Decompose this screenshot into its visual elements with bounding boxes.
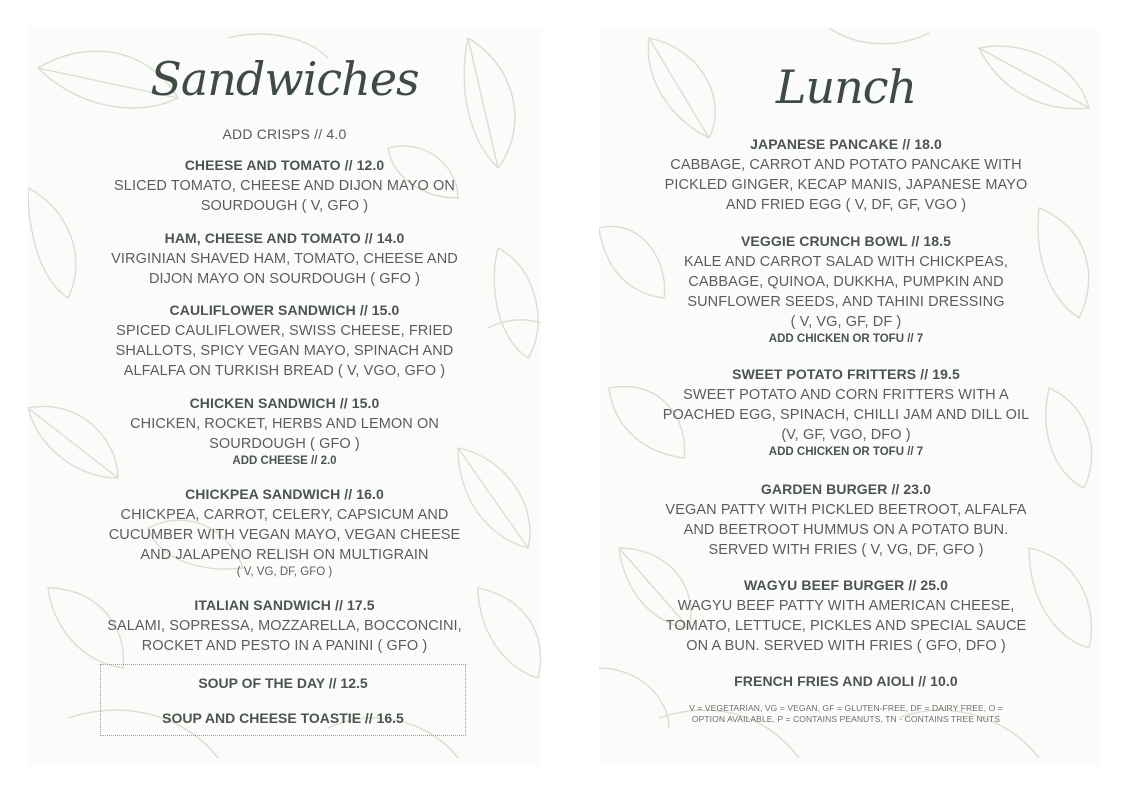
item-description-line: (V, GF, VGO, DFO ) <box>781 427 911 443</box>
menu-item <box>28 395 541 467</box>
item-title: GARDEN BURGER // 23.0 <box>760 481 932 497</box>
item-title: SWEET POTATO FRITTERS // 19.5 <box>732 366 960 382</box>
item-description-line: SLICED TOMATO, CHEESE AND DIJON MAYO ON <box>114 178 455 194</box>
item-description-line: SPICED CAULIFLOWER, SWISS CHEESE, FRIED <box>116 323 453 339</box>
item-title: WAGYU BEEF BURGER // 25.0 <box>744 577 948 593</box>
item-description-line: CABBAGE, CARROT AND POTATO PANCAKE WITH <box>670 157 1022 173</box>
item-description-line: SOURDOUGH ( V, GFO ) <box>200 198 369 214</box>
soup-and-toastie: SOUP AND CHEESE TOASTIE // 16.5 <box>162 710 404 726</box>
dietary-legend <box>599 703 1093 725</box>
menu-item <box>599 233 1093 345</box>
menu-item <box>599 673 1093 689</box>
sandwiches-heading: Sandwiches <box>150 52 419 106</box>
item-description-line: WAGYU BEEF PATTY WITH AMERICAN CHEESE, <box>677 598 1015 614</box>
item-description-line: VEGAN PATTY WITH PICKLED BEETROOT, ALFALFA <box>665 502 1027 518</box>
item-description-line: VIRGINIAN SHAVED HAM, TOMATO, CHEESE AND <box>111 251 458 267</box>
item-description-line: DIJON MAYO ON SOURDOUGH ( GFO ) <box>148 271 421 287</box>
item-description <box>599 500 1093 560</box>
item-description-line: CABBAGE, QUINOA, DUKKHA, PUMPKIN AND <box>688 274 1004 290</box>
item-description-line: SALAMI, SOPRESSA, MOZZARELLA, BOCCONCINI, <box>107 618 462 634</box>
item-title: FRENCH FRIES AND AIOLI // 10.0 <box>734 673 958 689</box>
legend-line: V = VEGETARIAN, VG = VEGAN, GF = GLUTEN-FREE, DF = DAIRY FREE, O = <box>689 703 1003 713</box>
lunch-heading: Lunch <box>775 60 917 114</box>
item-description-line: CHICKEN, ROCKET, HERBS AND LEMON ON <box>130 416 439 432</box>
item-description-line: ON A BUN. SERVED WITH FRIES ( GFO, DFO ) <box>686 638 1006 654</box>
item-description <box>599 596 1093 656</box>
item-description-line: AND BEETROOT HUMMUS ON A POTATO BUN. <box>683 522 1009 538</box>
item-description-line: SWEET POTATO AND CORN FRITTERS WITH A <box>683 387 1009 403</box>
add-crisps-note: ADD CRISPS // 4.0 <box>222 126 347 142</box>
item-description <box>28 616 541 656</box>
soup-of-the-day: SOUP OF THE DAY // 12.5 <box>198 675 368 691</box>
item-title: VEGGIE CRUNCH BOWL // 18.5 <box>740 233 952 249</box>
menu-item <box>28 302 541 381</box>
item-description-line: TOMATO, LETTUCE, PICKLES AND SPECIAL SAUCE <box>665 618 1027 634</box>
item-description <box>599 155 1093 215</box>
item-title: HAM, CHEESE AND TOMATO // 14.0 <box>164 230 405 246</box>
item-description <box>28 176 541 216</box>
item-description <box>28 321 541 381</box>
menu-item <box>28 597 541 656</box>
item-description-line: POACHED EGG, SPINACH, CHILLI JAM AND DILL OIL <box>662 407 1030 423</box>
item-title: CHEESE AND TOMATO // 12.0 <box>184 157 385 173</box>
item-description <box>28 505 541 565</box>
item-description-line: AND JALAPENO RELISH ON MULTIGRAIN <box>140 547 429 563</box>
item-title: ITALIAN SANDWICH // 17.5 <box>194 597 375 613</box>
item-description-line: SUNFLOWER SEEDS, AND TAHINI DRESSING <box>687 294 1005 310</box>
item-description-line: ( V, VG, GF, DF ) <box>790 314 902 330</box>
item-addon: ADD CHICKEN OR TOFU // 7 <box>768 446 924 458</box>
item-description-line: SOURDOUGH ( GFO ) <box>209 436 360 452</box>
item-description-line: ROCKET AND PESTO IN A PANINI ( GFO ) <box>141 638 428 654</box>
item-description <box>28 414 541 454</box>
menu-item <box>599 577 1093 656</box>
menu-item <box>28 230 541 289</box>
menu-item <box>599 366 1093 458</box>
item-description <box>599 252 1093 332</box>
item-title: CHICKPEA SANDWICH // 16.0 <box>185 486 384 502</box>
menu-item <box>28 157 541 216</box>
item-dietary-tags: ( V, VG, DF, GFO ) <box>236 566 333 578</box>
item-description <box>599 385 1093 445</box>
item-description-line: SERVED WITH FRIES ( V, VG, DF, GFO ) <box>708 542 984 558</box>
item-description-line: SHALLOTS, SPICY VEGAN MAYO, SPINACH AND <box>115 343 454 359</box>
menu-item <box>28 486 541 578</box>
item-description-line: CHICKPEA, CARROT, CELERY, CAPSICUM AND <box>120 507 449 523</box>
menu-item <box>599 136 1093 215</box>
item-description-line: AND FRIED EGG ( V, DF, GF, VGO ) <box>725 197 967 213</box>
item-addon: ADD CHEESE // 2.0 <box>232 455 337 467</box>
legend-line: OPTION AVAILABLE, P = CONTAINS PEANUTS, TN - CONTAINS TREE NUTS <box>691 714 1001 724</box>
item-title: CAULIFLOWER SANDWICH // 15.0 <box>169 302 400 318</box>
item-addon: ADD CHICKEN OR TOFU // 7 <box>768 333 924 345</box>
item-description-line: ALFALFA ON TURKISH BREAD ( V, VGO, GFO ) <box>123 363 446 379</box>
item-description-line: PICKLED GINGER, KECAP MANIS, JAPANESE MAYO <box>664 177 1028 193</box>
item-description-line: KALE AND CARROT SALAD WITH CHICKPEAS, <box>683 254 1009 270</box>
menu-item <box>599 481 1093 560</box>
item-description-line: CUCUMBER WITH VEGAN MAYO, VEGAN CHEESE <box>108 527 461 543</box>
soup-box <box>100 664 466 736</box>
item-title: CHICKEN SANDWICH // 15.0 <box>189 395 380 411</box>
item-description <box>28 249 541 289</box>
item-title: JAPANESE PANCAKE // 18.0 <box>750 136 942 152</box>
